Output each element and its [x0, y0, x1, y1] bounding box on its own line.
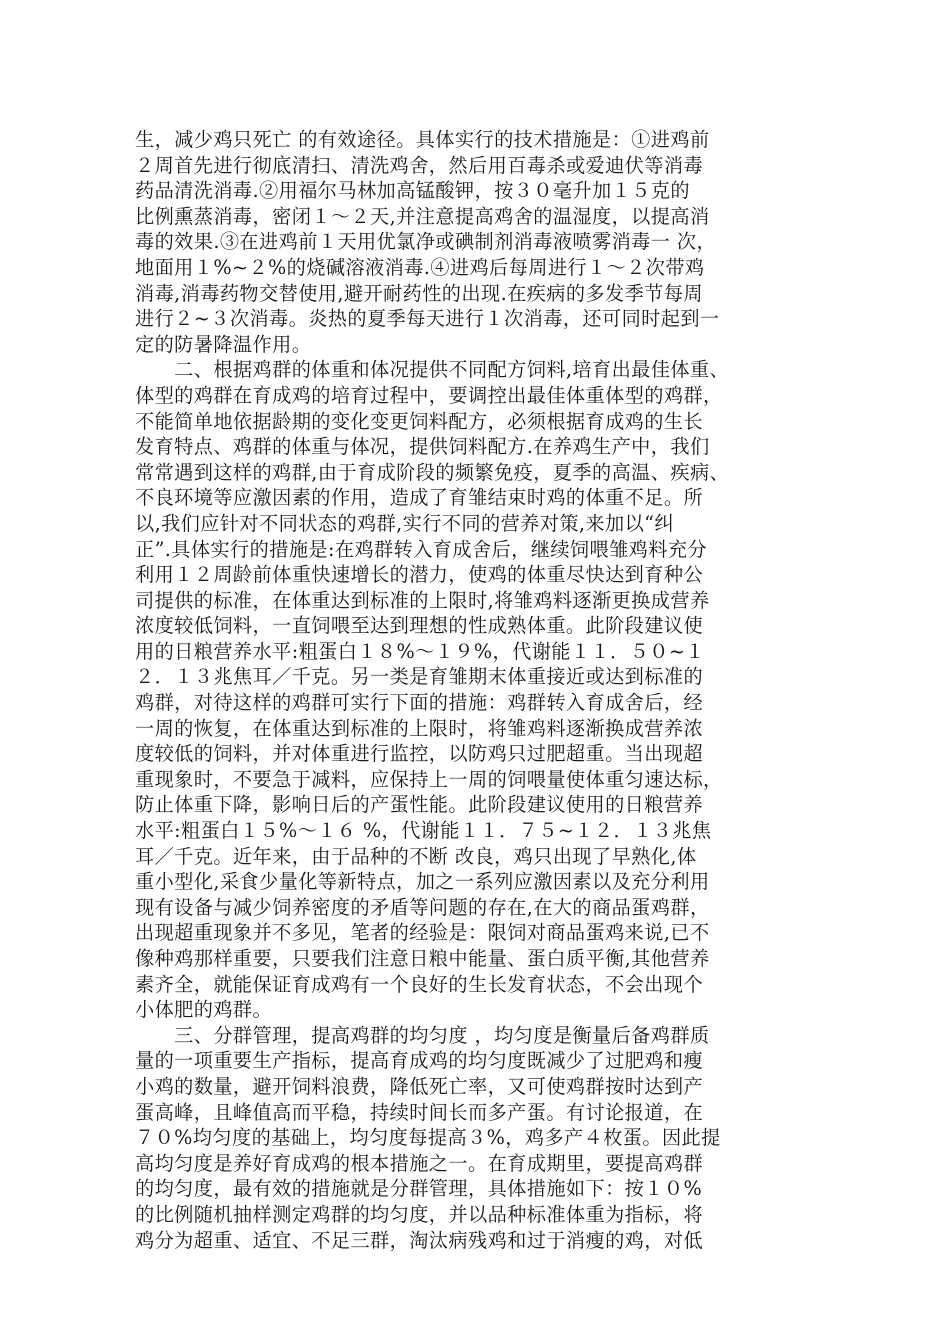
body-text: [135, 127, 815, 1253]
text-line: 像种鸡那样重要，只要我们注意日粮中能量、蛋白质平衡,其他营养: [135, 947, 710, 970]
text-line: 用的日粮营养水平:粗蛋白１８%～１９%，代谢能１１．５０~１: [135, 639, 705, 663]
text-line: 毒的效果.③在进鸡前１天用优氯净或碘制剂消毒液喷雾消毒一 次，: [135, 230, 717, 254]
text-line: 司提供的标准，在体重达到标准的上限时,将雏鸡料逐渐更换成营养: [135, 588, 710, 612]
text-line: 正”.具体实行的措施是:在鸡群转入育成舍后，继续饲喂雏鸡料充分: [135, 537, 708, 561]
text-line: 三、分群管理，提高鸡群的均匀度 ，均匀度是衡量后备鸡群质: [135, 1023, 710, 1047]
text-line: 现有设备与减少饲养密度的矛盾等问题的存在,在大的商品蛋鸡群，: [135, 895, 710, 919]
text-line: 鸡群，对待这样的鸡群可实行下面的措施：鸡群转入育成舍后，经: [135, 691, 704, 715]
text-line: ２．１３兆焦耳／千克。另一类是育雏期末体重接近或达到标准的: [135, 665, 704, 689]
text-line: 小体肥的鸡群。: [135, 998, 273, 1022]
text-line: 出现超重现象并不多见，笔者的经验是：限饲对商品蛋鸡来说,已不: [135, 921, 710, 945]
text-line: 水平:粗蛋白１５%～１６ %，代谢能１１．７５~１２．１３兆焦: [135, 819, 712, 843]
text-line: 定的防暑降温作用。: [135, 332, 312, 356]
text-line: 度较低的饲料，并对体重进行监控，以防鸡只过肥超重。当出现超: [135, 742, 704, 766]
text-line: 防止体重下降，影响日后的产蛋性能。此阶段建议使用的日粮营养: [135, 793, 704, 817]
text-line: 重现象时，不要急于减料，应保持上一周的饲喂量使体重匀速达标，: [135, 767, 723, 791]
text-line: 量的一项重要生产指标，提高育成鸡的均匀度既减少了过肥鸡和瘦: [135, 1049, 704, 1073]
text-line: 常常遇到这样的鸡群,由于育成阶段的频繁免疫，夏季的高温、疾病、: [135, 460, 730, 484]
text-line: 的均匀度，最有效的措施就是分群管理，具体措施如下：按１０%: [135, 1177, 703, 1201]
text-line: 一周的恢复，在体重达到标准的上限时，将雏鸡料逐渐换成营养浓: [135, 716, 704, 740]
text-line: 高均匀度是养好育成鸡的根本措施之一。在育成期里，要提高鸡群: [135, 1151, 704, 1175]
text-line: 利用１２周龄前体重快速增长的潜力，使鸡的体重尽快达到育种公: [135, 563, 704, 587]
text-line: 药品清洗消毒.②用福尔马林加高锰酸钾，按３０毫升加１５克的: [135, 179, 690, 203]
text-line: 耳／千克。近年来，由于品种的不断 改良，鸡只出现了早熟化,体: [135, 844, 697, 868]
text-line: 重小型化,采食少量化等新特点，加之一系列应激因素以及充分利用: [135, 870, 710, 894]
text-line: 发育特点、鸡群的体重与体况，提供饲料配方.在养鸡生产中，我们: [135, 435, 710, 459]
text-line: 地面用１%~２%的烧碱溶液消毒.④进鸡后每周进行１～２次带鸡: [135, 255, 705, 279]
text-line: 比例熏蒸消毒，密闭１～２天,并注意提高鸡舍的温湿度，以提高消: [135, 204, 710, 228]
text-line: 体型的鸡群在育成鸡的培育过程中，要调控出最佳体重体型的鸡群，: [135, 383, 723, 407]
text-line: 小鸡的数量，避开饲料浪费，降低死亡率，又可使鸡群按时达到产: [135, 1074, 704, 1098]
text-line: 素齐全，就能保证育成鸡有一个良好的生长发育状态，不会出现个: [135, 972, 704, 996]
text-line: ２周首先进行彻底清扫、清洗鸡舍，然后用百毒杀或爱迪伏等消毒: [135, 153, 704, 177]
text-line: 不能简单地依据龄期的变化变更饲料配方，必须根据育成鸡的生长: [135, 409, 704, 433]
text-line: 进行２~３次消毒。炎热的夏季每天进行１次消毒，还可同时起到一: [135, 307, 720, 331]
text-line: 浓度较低饲料，一直饲喂至达到理想的性成熟体重。此阶段建议使: [135, 614, 704, 638]
text-line: 二、根据鸡群的体重和体况提供不同配方饲料,培育出最佳体重、: [135, 358, 730, 382]
text-line: 的比例随机抽样测定鸡群的均匀度，并以品种标准体重为指标，将: [135, 1202, 704, 1226]
text-line: ７０%均匀度的基础上，均匀度每提高３%，鸡多产４枚蛋。因此提: [135, 1126, 721, 1150]
text-line: 以,我们应针对不同状态的鸡群,实行不同的营养对策,来加以“纠: [135, 511, 674, 535]
text-line: 不良环境等应激因素的作用，造成了育雏结束时鸡的体重不足。所: [135, 486, 704, 510]
text-line: 生，减少鸡只死亡 的有效途径。具体实行的技术措施是：①进鸡前: [135, 128, 710, 151]
text-line: 蛋高峰，且峰值高而平稳，持续时间长而多产蛋。有讨论报道，在: [135, 1100, 704, 1124]
text-line: 消毒,消毒药物交替使用,避开耐药性的出现.在疾病的多发季节每周: [135, 281, 703, 305]
text-line: 鸡分为超重、适宜、不足三群，淘汰病残鸡和过于消瘦的鸡，对低: [135, 1228, 704, 1252]
